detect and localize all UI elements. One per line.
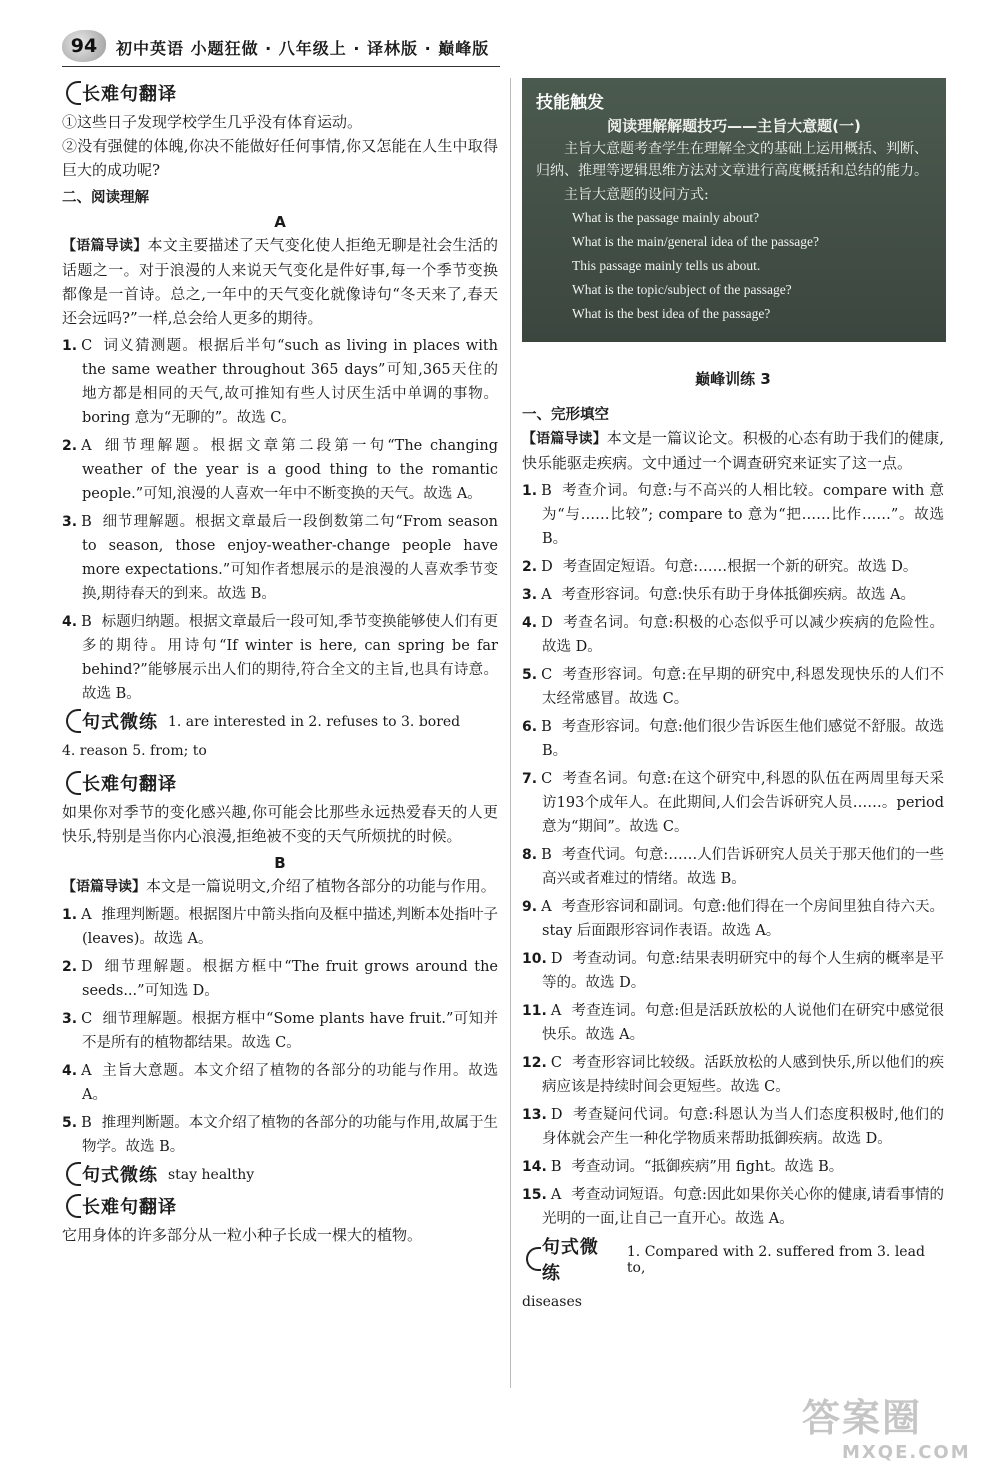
passage-b-guide: 【语篇导读】本文是一篇说明文,介绍了植物各部分的功能与作用。 [62,877,496,895]
answer-item: 6. B 考查形容词。句意:他们很少告诉医生他们感觉不舒服。故选 B。 [522,719,944,759]
tip-question: What is the topic/subject of the passage? [572,282,792,297]
answer-item: 10. D 考查动词。句意:结果表明研究中的每个人生病的概率是平等的。故选 D。 [522,951,944,991]
answer-item: 15. A 考查动词短语。句意:因此如果你关心你的健康,请看事情的光明的一面,让自己一直开心。故选 A。 [522,1187,944,1227]
answer-item: 1. B 考查介词。句意:与不高兴的人相比较。compare with 意为“与……比较”; compare to 意为“把……比作……”。故选 B。 [522,483,944,547]
cloze-answers [522,479,944,1231]
passage-a-answers [62,334,498,706]
tip-subheading: 主旨大意题的设问方式: [564,187,709,203]
answer-item: 4. B 标题归纳题。根据文章最后一段可知,季节变换能够使人们有更多的期待。用诗句“If winter is here, can spring be far behind?”能够展示出人们的期待,符合全文的主旨,也具有诗意。故选 B。 [62,614,498,702]
badge-ring-icon [66,1194,81,1218]
badge-ring-icon [526,1247,541,1271]
passage-a-title: A [274,213,286,231]
answer-item: 11. A 考查连词。句意:但是活跃放松的人说他们在研究中感觉很快乐。故选 A。 [522,1003,944,1043]
answer-item: 12. C 考查形容词比较级。活跃放松的人感到快乐,所以他们的疾病应该是持续时间会更短些。故选 C。 [522,1055,944,1095]
badge-ring-icon [66,771,81,795]
answer-item: 2. D 细节理解题。根据方框中“The fruit grows around the seeds...”可知选 D。 [62,959,498,999]
passage-b-answers [62,903,498,1159]
sentence-practice-continued: 4. reason 5. from; to [62,743,207,759]
page-number: 94 [62,30,106,62]
answer-item: 3. C 细节理解题。根据方框中“Some plants have fruit.”可知并不是所有的植物都结果。故选 C。 [62,1011,498,1051]
answer-item: 14. B 考查动词。“抵御疾病”用 fight。故选 B。 [522,1159,844,1175]
answer-item: 3. B 细节理解题。根据文章最后一段倒数第二句“From season to season, those enjoy-weather-change people have more expectations.”可知作者想展示的是浪漫的人喜欢季节变换,期待春天的到来。故选 B。 [62,514,498,602]
book-title: 初中英语 小题狂做 · 八年级上 · 译林版 · 巅峰版 [116,39,490,58]
answer-item: 2. A 细节理解题。根据文章第二段第一句“The changing weather of the year is a good thing to the romantic people.”可知,浪漫的人喜欢一年中不断变换的天气。故选 A。 [62,438,498,502]
translation-text: 它用身体的许多部分从一粒小种子长成一棵大的植物。 [62,1226,423,1244]
sentence-practice-answers: 1. are interested in 2. refuses to 3. bored [168,714,461,730]
sentence-practice-row [62,706,498,738]
sentence-practice-badge: 句式微练 [522,1233,621,1285]
tip-question: This passage mainly tells us about. [572,258,761,273]
tip-title: 阅读理解解题技巧——主旨大意题(一) [607,117,861,135]
translation-line: ②没有强健的体魄,你决不能做好任何事情,你又怎能在人生中取得巨大的成功呢? [62,137,498,179]
sentence-practice-badge: 句式微练 [62,1161,162,1187]
answer-item: 5. C 考查形容词。句意:在早期的研究中,科恩发现快乐的人们不太经常感冒。故选 C。 [522,667,944,707]
section-cloze-heading: 一、完形填空 [522,407,609,423]
answer-item: 5. B 推理判断题。本文介绍了植物的各部分的功能与作用,故属于生物学。故选 B。 [62,1115,498,1155]
long-sentence-translation-badge: 长难句翻译 [62,770,181,796]
column-divider [510,78,511,1388]
answer-item: 1. C 词义猜测题。根据后半句“such as living in places with the same weather throughout 365 days”可知,365天住的地方都是相同的天气,故可推知有些人讨厌生活中单调的事物。boring 意为“无聊的”。故选 C。 [62,338,498,426]
answer-item: 4. D 考查名词。句意:积极的心态似乎可以减少疾病的危险性。故选 D。 [522,615,944,655]
translation-line: ①这些日子发现学校学生几乎没有体育运动。 [62,113,363,131]
answer-item: 13. D 考查疑问代词。句意:科恩认为当人们态度积极时,他们的身体就会产生一种化学物质来帮助抵御疾病。故选 D。 [522,1107,944,1147]
answer-item: 3. A 考查形容词。句意:快乐有助于身体抵御疾病。故选 A。 [522,587,916,603]
badge-ring-icon [66,1162,81,1186]
skill-tip-box [522,78,946,342]
long-sentence-translation-badge: 长难句翻译 [62,1193,181,1219]
sentence-practice-row [522,1231,944,1289]
section-reading-heading: 二、阅读理解 [62,190,149,206]
left-column [62,78,498,1247]
passage-b-title: B [274,854,286,872]
badge-ring-icon [66,709,81,733]
badge-ring-icon [66,81,81,105]
sentence-practice-continued: diseases [522,1294,582,1310]
training-title: 巅峰训练 3 [695,370,771,388]
tip-body: 主旨大意题考查学生在理解全文的基础上运用概括、判断、归纳、推理等逻辑思维方法对文章进行高度概括和总结的能力。 [536,141,928,179]
tip-question: What is the passage mainly about? [572,210,760,225]
tip-question: What is the main/general idea of the passage? [572,234,820,249]
page-header [62,30,502,64]
sentence-practice-answers: stay healthy [168,1167,255,1183]
answer-item: 7. C 考查名词。句意:在这个研究中,科恩的队伍在两周里每天采访193个成年人。在此期间,人们会告诉研究人员……。period 意为“期间”。故选 C。 [522,771,944,835]
watermark-logo: 答案圈 MXQE.COM [802,1396,971,1463]
answer-item: 1. A 推理判断题。根据图片中箭头指向及框中描述,判断本处指叶子(leaves)。故选 A。 [62,907,498,947]
header-divider [62,66,500,67]
answer-item: 8. B 考查代词。句意:……人们告诉研究人员关于那天他们的一些高兴或者难过的情绪。故选 B。 [522,847,944,887]
long-sentence-translation-badge: 长难句翻译 [62,80,181,106]
sentence-practice-answers: 1. Compared with 2. suffered from 3. lead to, [626,1244,925,1276]
tip-heading: 技能触发 [536,93,604,113]
passage-a-guide: 【语篇导读】本文主要描述了天气变化使人拒绝无聊是社会生活的话题之一。对于浪漫的人来说天气变化是件好事,每一个季节变换都像是一首诗。总之,一年中的天气变化就像诗句“冬天来了,春天还会远吗?”一样,总会给人更多的期待。 [62,236,498,327]
sentence-practice-row [62,1159,498,1191]
tip-question: What is the best idea of the passage? [572,306,771,321]
sentence-practice-badge: 句式微练 [62,708,162,734]
answer-item: 9. A 考查形容词和副词。句意:他们得在一个房间里独自待六天。stay 后面跟形容词作表语。故选 A。 [522,899,944,939]
cloze-guide: 【语篇导读】本文是一篇议论文。积极的心态有助于我们的健康,快乐能驱走疾病。文中通过一个调查研究来证实了这一点。 [522,429,945,472]
translation-text: 如果你对季节的变化感兴趣,你可能会比那些永远热爱春天的人更快乐,特别是当你内心浪漫,拒绝被不变的天气所烦扰的时候。 [62,803,498,845]
answer-item: 2. D 考查固定短语。句意:……根据一个新的研究。故选 D。 [522,559,918,575]
answer-item: 4. A 主旨大意题。本文介绍了植物的各部分的功能与作用。故选 A。 [62,1063,498,1103]
right-column [522,78,944,1319]
